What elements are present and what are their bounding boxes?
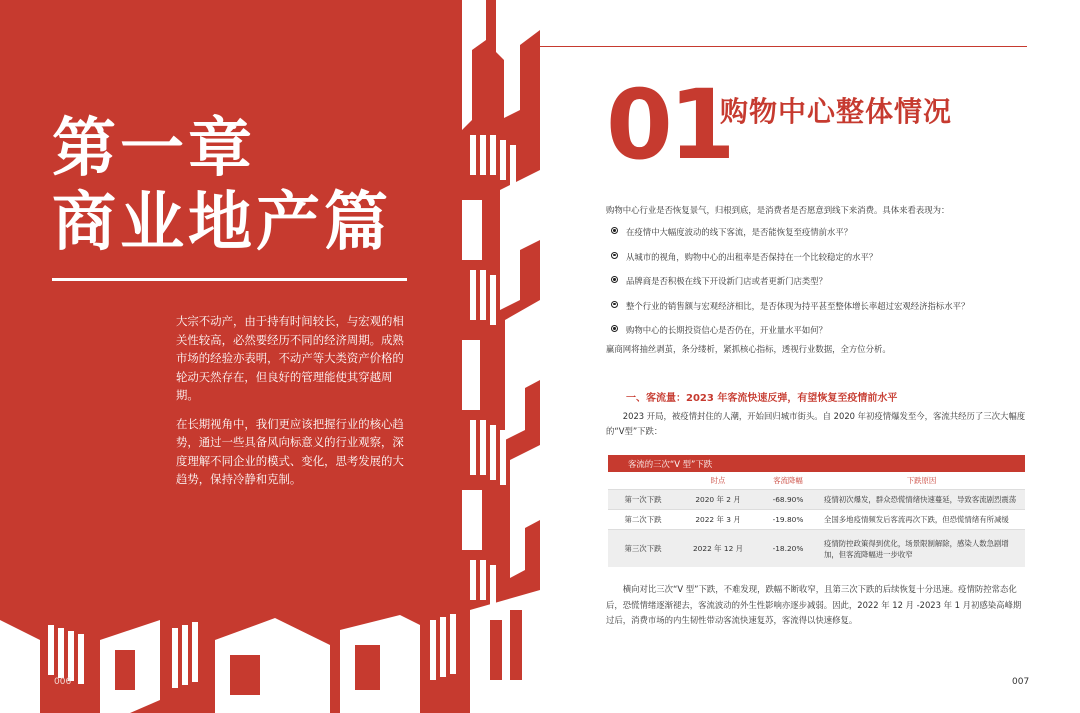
question-list (626, 227, 1026, 350)
table-header-cell: 时点 (678, 472, 758, 490)
bullet-icon (611, 325, 618, 332)
table-cell: -68.90% (758, 490, 818, 510)
table-cell: 2022 年 3 月 (678, 510, 758, 530)
table-cell: 第二次下跌 (608, 510, 678, 530)
table-row (608, 530, 1025, 568)
table-cell: 2020 年 2 月 (678, 490, 758, 510)
section-title: 购物中心整体情况 (720, 95, 953, 128)
page-number-left: 006 (54, 677, 72, 687)
table-cell: 疫情初次爆发，群众恐慌情绪快速蔓延，导致客流剧烈震荡 (818, 490, 1025, 510)
table-cell: 第三次下跌 (608, 530, 678, 568)
list-item: 整个行业的销售额与宏观经济相比，是否体现为持平甚至整体增长率超过宏观经济指标水平？ (626, 301, 1026, 326)
chapter-number: 第一章 (52, 112, 256, 186)
list-item: 购物中心的长期投资信心是否仍在，开业量水平如何？ (626, 325, 1026, 350)
table-row (608, 490, 1025, 510)
traffic-paragraph: 2023 开局，被疫情封住的人潮，开始回归城市街头。自 2020 年初疫情爆发至今，客流共经历了三次大幅度的“V型”下跌： (606, 411, 1026, 436)
table-cell: 全国多地疫情频发后客流再次下跌，但恐慌情绪有所减缓 (818, 510, 1025, 530)
table-header-cell (608, 472, 678, 490)
list-item: 在疫情中大幅度波动的线下客流，是否能恢复至疫情前水平？ (626, 227, 1026, 252)
section-number: 01 (606, 69, 732, 181)
list-item: 品牌商是否积极在线下开设新门店或者更新门店类型？ (626, 276, 1026, 301)
intro-paragraph: 购物中心行业是否恢复景气，归根到底，是消费者是否愿意到线下来消费。具体来看表现为： (606, 205, 950, 215)
chapter-intro (176, 312, 410, 499)
table-caption: 客流的三次“V 型”下跌 (608, 455, 1025, 472)
top-divider (540, 46, 1027, 47)
table-header (608, 472, 1025, 490)
list-item: 从城市的视角，购物中心的出租率是否保持在一个比较稳定的水平？ (626, 252, 1026, 277)
intro-paragraph-1: 大宗不动产，由于持有时间较长，与宏观的相关性较高，必然要经历不同的经济周期。成熟市场的经验亦表明，不动产等大类资产价格的轮动天然存在，但良好的管理能使其穿越周期。 (176, 314, 404, 402)
chapter-divider (52, 278, 407, 281)
table-header-cell: 下跌原因 (818, 472, 1025, 490)
bullet-icon (611, 301, 618, 308)
chapter-title (52, 112, 392, 260)
table-cell: -18.20% (758, 530, 818, 568)
bullet-icon (611, 252, 618, 259)
subsection-heading: 一、客流量：2023 年客流快速反弹，有望恢复至疫情前水平 (626, 393, 898, 404)
bullet-icon (611, 276, 618, 283)
bullet-icon (611, 227, 618, 234)
page-number-right: 007 (1012, 677, 1030, 687)
table-cell: 第一次下跌 (608, 490, 678, 510)
right-page (540, 0, 1080, 713)
closing-paragraph: 横向对比三次“V 型”下跌，不难发现，跌幅不断收窄，且第三次下跌的后续恢复十分迅速。疫情防控常态化后，恐慌情绪逐渐褪去，客流波动的外生性影响亦逐步减弱。因此，2022 年 12 月 -2023 年 1 月初感染高峰期过后，消费市场的内生韧性带动客流快速复苏，客流得以快速修复。 (606, 584, 1022, 625)
chapter-name: 商业地产篇 (52, 186, 392, 260)
v-drop-table (608, 455, 1025, 567)
table-cell: -19.80% (758, 510, 818, 530)
intro-paragraph-2: 在长期视角中，我们更应该把握行业的核心趋势，通过一些具备风向标意义的行业观察，深度理解不同企业的模式、变化，思考发展的大趋势，保持冷静和克制。 (176, 416, 404, 486)
table-header-cell: 客流降幅 (758, 472, 818, 490)
table-cell: 疫情防控政策得到优化，场景限制解除，感染人数急剧增加，但客流降幅进一步收窄 (818, 530, 1025, 568)
table-row (608, 510, 1025, 530)
table-cell: 2022 年 12 月 (678, 530, 758, 568)
method-paragraph: 赢商网将抽丝剥茧，条分缕析，紧抓核心指标，透视行业数据，全方位分析。 (606, 344, 891, 354)
